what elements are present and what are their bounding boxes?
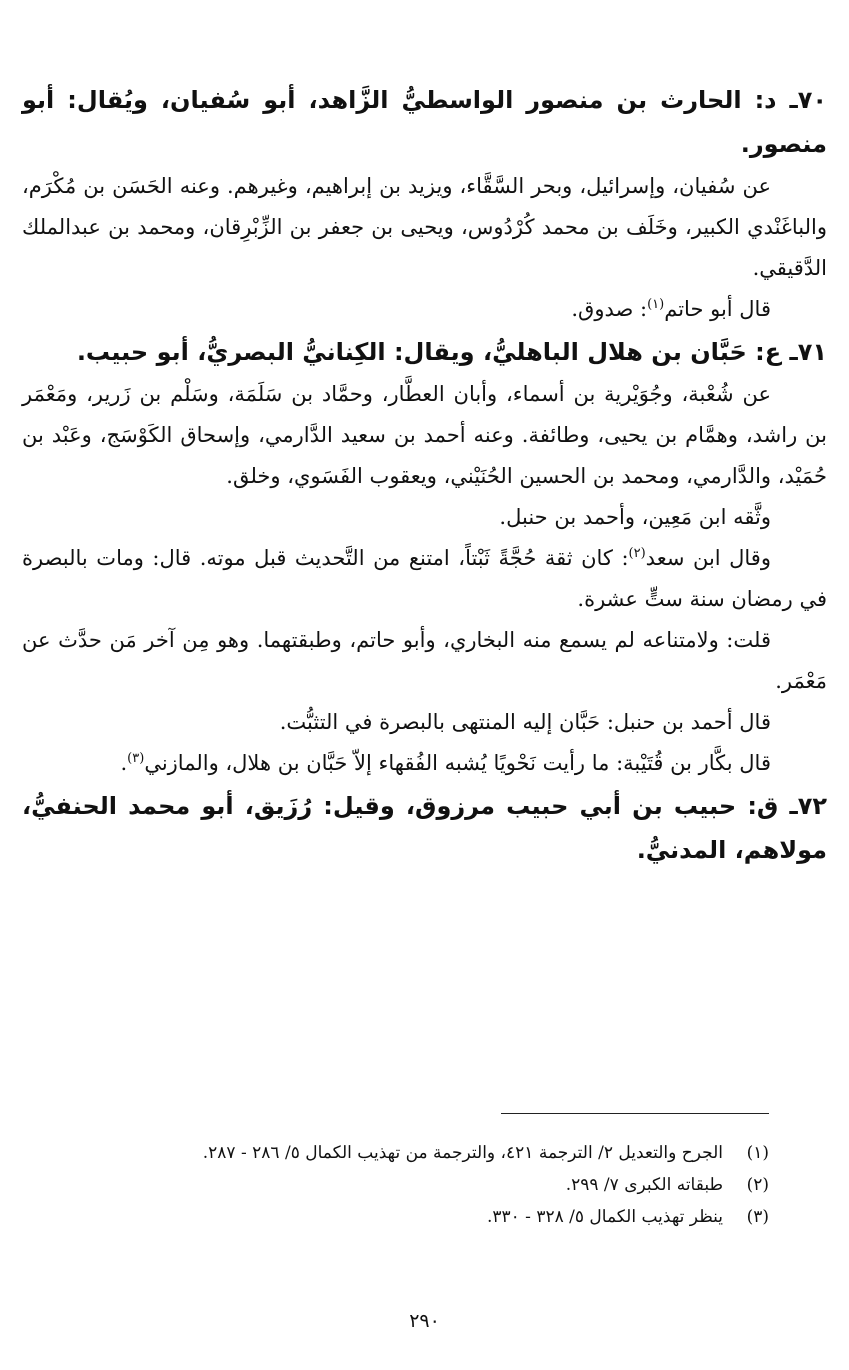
footnote-1	[40, 1137, 769, 1169]
text-span: قال بكَّار بن قُتَيْبة: ما رأيت نَحْويًا يُشبه الفُقهاء إلاّ حَبَّان بن هلال، والمازني	[144, 751, 771, 775]
footnote-number: (٣)	[746, 1207, 769, 1227]
entry-71-paragraph-6	[22, 743, 827, 784]
text-span: قال أبو حاتم	[664, 297, 771, 321]
footnote-text: الجرح والتعديل ٢/ الترجمة ٤٢١، والترجمة من تهذيب الكمال ٥/ ٢٨٦ - ٢٨٧.	[202, 1143, 723, 1163]
entry-70-paragraph-1: عن سُفيان، وإسرائيل، وبحر السَّقَّاء، ويزيد بن إبراهيم، وغيرهم. وعنه الحَسَن بن مُكْرَم، والباغَنْدي الكبير، وخَلَف بن محمد كُرْدُوس، ويحيى بن جعفر بن الزِّبْرِقان، ومحمد بن عبدالملك الدَّقيقي.	[22, 174, 827, 280]
text-span: وقال ابن سعد	[645, 546, 771, 570]
text-span: : صدوق.	[571, 297, 648, 321]
footnotes	[40, 1137, 769, 1233]
footnote-3	[40, 1201, 769, 1233]
footnote-ref-3[interactable]: (٣)	[127, 751, 145, 766]
entry-71-paragraph-3	[22, 538, 827, 620]
page-number: ٢٩٠	[409, 1310, 440, 1332]
footnote-number: (١)	[746, 1143, 769, 1163]
footnote-number: (٢)	[746, 1175, 769, 1195]
footnote-2	[40, 1169, 769, 1201]
entry-heading-70: ٧٠ـ د: الحارث بن منصور الواسطيُّ الزَّاهد، أبو سُفيان، ويُقال: أبو منصور.	[22, 86, 827, 158]
footnote-text: طبقاته الكبرى ٧/ ٢٩٩.	[565, 1175, 723, 1195]
text-span: : كان ثقة حُجَّةً ثَبْتاً، امتنع من التَّحديث قبل موته. قال: ومات بالبصرة في رمضان سنة ستٍّ عشرة.	[22, 546, 827, 611]
entry-71-paragraph-5: قال أحمد بن حنبل: حَبَّان إليه المنتهى بالبصرة في التثبُّت.	[279, 710, 771, 734]
entry-heading-72: ٧٢ـ ق: حبيب بن أبي حبيب مرزوق، وقيل: رُزَيق، أبو محمد الحنفيُّ، مولاهم، المدنيُّ.	[22, 792, 827, 864]
text-span: .	[120, 751, 128, 775]
footnote-ref-1[interactable]: (١)	[647, 297, 665, 312]
entry-heading-71: ٧١ـ ع: حَبَّان بن هلال الباهليُّ، ويقال: الكِنانيُّ البصريُّ، أبو حبيب.	[76, 338, 827, 366]
footnote-separator	[501, 1113, 769, 1114]
entry-71-paragraph-1: عن شُعْبة، وجُوَيْرية بن أسماء، وأبان العطَّار، وحمَّاد بن سَلَمَة، وسَلْم بن زَرير، ومَعْمَر بن راشد، وهمَّام بن يحيى، وطائفة. وعنه أحمد بن سعيد الدَّارمي، وإسحاق الكَوْسَج، وعَبْد بن حُمَيْد، والدَّارمي، ومحمد بن الحسين الحُنَيْني، ويعقوب الفَسَوي، وخلق.	[22, 382, 827, 488]
entry-71-paragraph-4: قلت: ولامتناعه لم يسمع منه البخاري، وأبو حاتم، وطبقتهما. وهو مِن آخر مَن حدَّث عن مَعْمَر.	[22, 628, 827, 693]
page-body	[22, 78, 827, 872]
footnote-ref-2[interactable]: (٢)	[628, 546, 646, 561]
footnote-text: ينظر تهذيب الكمال ٥/ ٣٢٨ - ٣٣٠.	[486, 1207, 723, 1227]
entry-71-paragraph-2: وثَّقه ابن مَعِين، وأحمد بن حنبل.	[499, 505, 771, 529]
entry-70-paragraph-2	[22, 289, 827, 330]
